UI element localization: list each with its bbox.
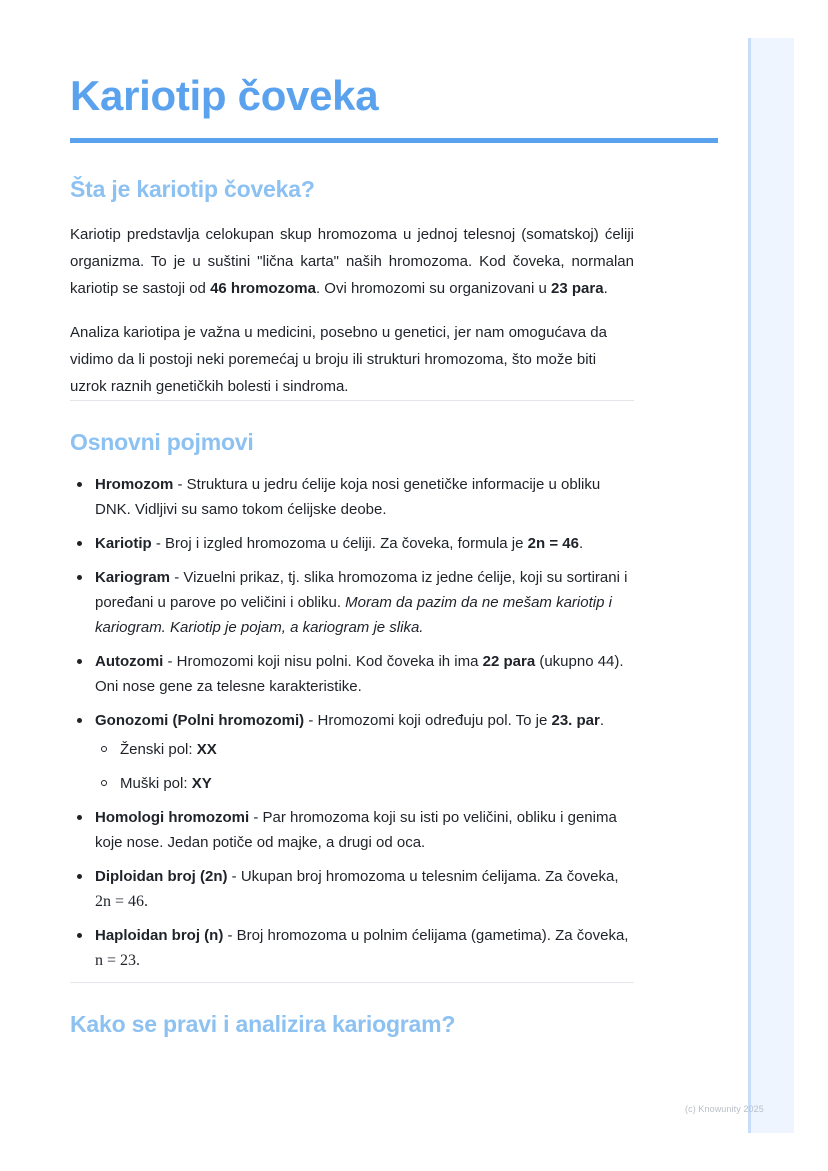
list-item-homologi: Homologi hromozomi - Par hromozoma koji su isti po veličini, obliku i genima koje nose. Jedan potiče od majke, a drugi od oca. bbox=[70, 805, 634, 855]
list-item-diploidan: Diploidan broj (2n) - Ukupan broj hromozoma u telesnim ćelijama. Za čoveka, 2n = 46. bbox=[70, 864, 634, 914]
list-item-haploidan: Haploidan broj (n) - Broj hromozoma u polnim ćelijama (gametima). Za čoveka, n = 23. bbox=[70, 923, 634, 973]
list-item-gonozomi: Gonozomi (Polni hromozomi) - Hromozomi koji određuju pol. To je 23. par. Ženski pol: XX Muški pol: XY bbox=[70, 708, 634, 796]
section-heading-how-karyogram: Kako se pravi i analizira kariogram? bbox=[70, 1011, 456, 1037]
sublist-item-male: Muški pol: XY bbox=[95, 771, 634, 796]
math-formula: n = 23. bbox=[95, 952, 141, 969]
section-divider bbox=[70, 400, 634, 401]
terms-list bbox=[70, 472, 634, 973]
list-item-kariotip: Kariotip - Broj i izgled hromozoma u ćeliji. Za čoveka, formula je 2n = 46. bbox=[70, 531, 634, 556]
page-title: Kariotip čoveka bbox=[70, 72, 379, 119]
bold-23-pairs: 23 para bbox=[551, 280, 604, 297]
title-underline bbox=[70, 138, 718, 143]
list-item-hromozom: Hromozom - Struktura u jedru ćelije koja nosi genetičke informacije u obliku DNK. Vidljivi su samo tokom ćelijske deobe. bbox=[70, 472, 634, 522]
section-heading-what-is-karyotype: Šta je kariotip čoveka? bbox=[70, 176, 315, 202]
italic-note: Moram da pazim da ne mešam kariotip i kariogram. Kariotip je pojam, a kariogram je slika. bbox=[95, 594, 612, 636]
section-divider bbox=[70, 982, 634, 983]
sublist-item-female: Ženski pol: XX bbox=[95, 737, 634, 762]
watermark: (c) Knowunity 2025 bbox=[685, 1104, 764, 1114]
section-heading-basic-terms: Osnovni pojmovi bbox=[70, 429, 254, 455]
document-body bbox=[70, 176, 634, 1038]
math-formula: 2n = 46. bbox=[95, 893, 149, 910]
bold-46-chromosomes: 46 hromozoma bbox=[210, 280, 316, 297]
right-side-panel bbox=[748, 38, 794, 1133]
list-item-kariogram: Kariogram - Vizuelni prikaz, tj. slika hromozoma iz jedne ćelije, koji su sortirani i poređani u parove po veličini i obliku. Moram da pazim da ne mešam kariotip i kariogram. Kariotip je pojam, a kariogram je slika. bbox=[70, 565, 634, 640]
sex-chromosomes-sublist bbox=[95, 737, 634, 796]
list-item-autozomi: Autozomi - Hromozomi koji nisu polni. Kod čoveka ih ima 22 para (ukupno 44). Oni nose gene za telesne karakteristike. bbox=[70, 649, 634, 699]
intro-paragraph: Kariotip predstavlja celokupan skup hromozoma u jednoj telesnoj (somatskoj) ćeliji organizma. To je u suštini "lična karta" naših hromozoma. Kod čoveka, normalan kariotip se sastoji od 46 hromozoma. Ovi hromozomi su organizovani u 23 para. bbox=[70, 226, 634, 297]
analysis-paragraph: Analiza kariotipa je važna u medicini, posebno u genetici, jer nam omogućava da vidimo da li postoji neki poremećaj u broju ili strukturi hromozoma, što može biti uzrok raznih genetičkih bolesti i sindroma. bbox=[70, 324, 607, 395]
